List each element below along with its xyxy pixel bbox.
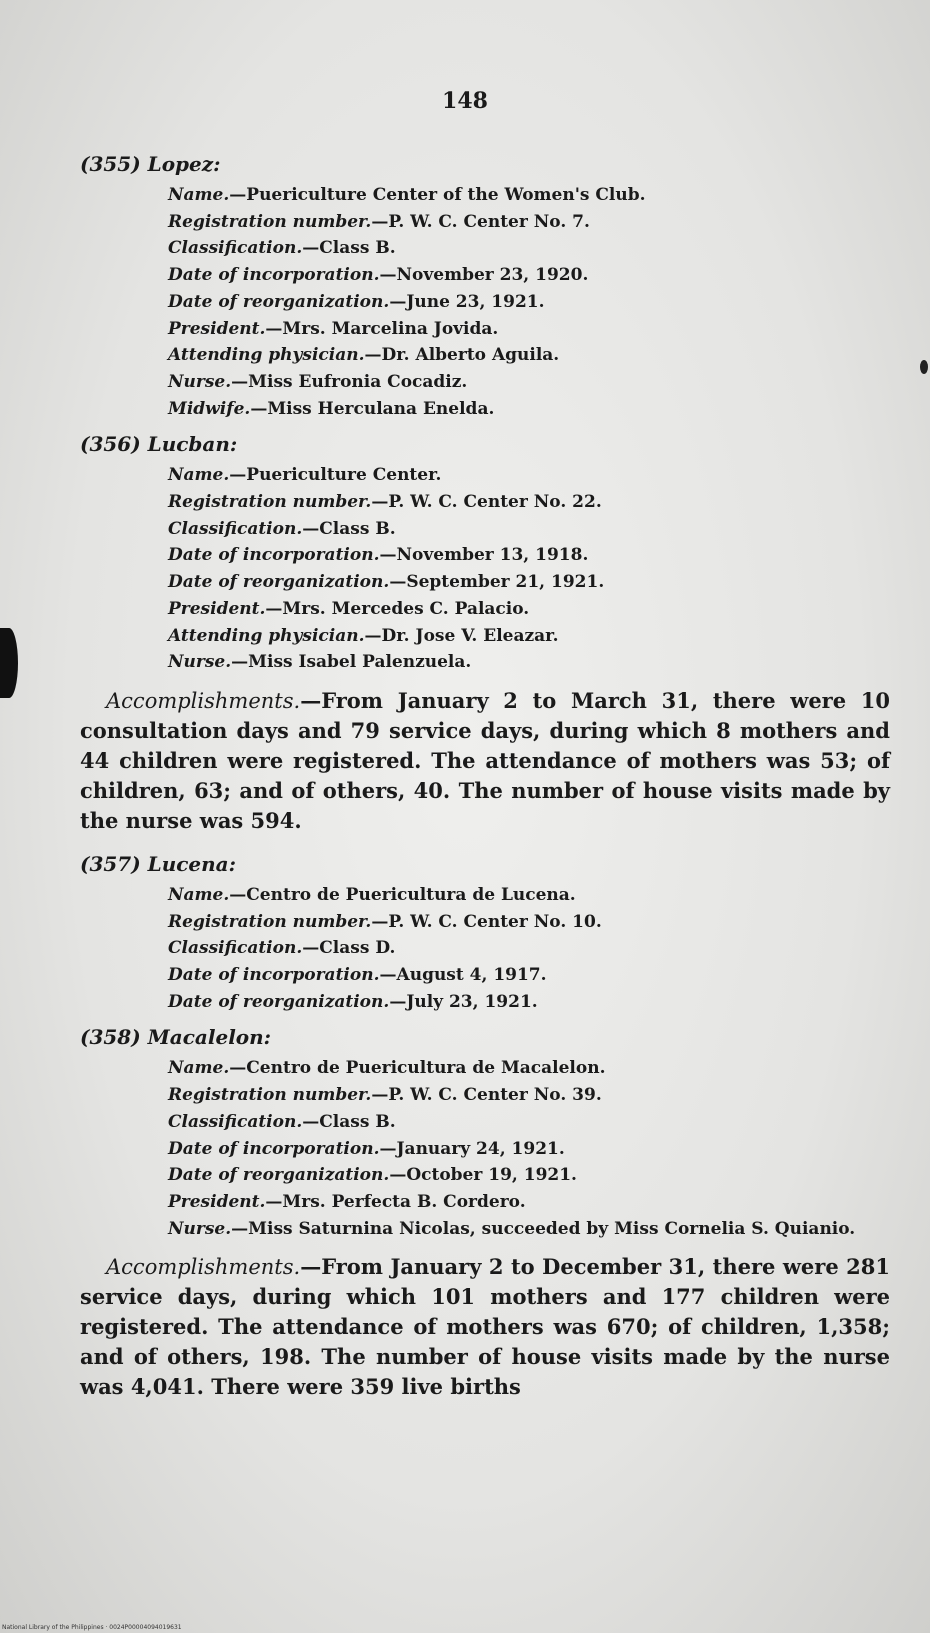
scan-thumb-shadow [0,628,18,698]
entry-356 [80,432,890,836]
accomplishments-paragraph: Accomplishments.—From January 2 to March 31, there were 10 consultation days and 79 service days, during which 8 mothers and 44 children were registered. The attendance of mothers was 53; of children, 63; and of others, 40. The number of house visits made by the nurse was 594. [80,687,890,833]
field-registration-number: Registration number.—P. W. C. Center No. 10. [168,911,602,932]
entry-title: (358) Macalelon: [80,1025,272,1050]
field-registration-number: Registration number.—P. W. C. Center No. 39. [168,1085,602,1106]
field-date-of-incorporation: Date of incorporation.—November 13, 1918. [168,545,589,566]
field-date-of-incorporation: Date of incorporation.—August 4, 1917. [168,965,547,986]
field-classification: Classification.—Class B. [168,238,396,259]
entry-fields [168,882,890,1016]
field-attending-physician: Attending physician.—Dr. Alberto Aguila. [168,345,560,366]
entry-fields [168,182,890,422]
entry-357 [80,852,890,1016]
field-date-of-reorganization: Date of reorganization.—October 19, 1921. [168,1165,577,1186]
field-president: President.—Mrs. Mercedes C. Palacio. [168,598,530,619]
scan-footer-credit: National Library of the Philippines · 0024P00004094019631 [2,1624,182,1631]
field-name: Name.—Centro de Puericultura de Macalelon. [168,1058,606,1079]
field-classification: Classification.—Class B. [168,1111,396,1132]
field-date-of-incorporation: Date of incorporation.—January 24, 1921. [168,1138,565,1159]
field-date-of-reorganization: Date of reorganization.—June 23, 1921. [168,291,545,312]
field-nurse: Nurse.—Miss Eufronia Cocadiz. [168,371,468,392]
entry-title: (357) Lucena: [80,851,237,876]
page-content [80,152,890,1418]
field-date-of-reorganization: Date of reorganization.—July 23, 1921. [168,991,538,1012]
entry-358 [80,1025,890,1402]
scan-edge-mark [920,360,928,374]
field-midwife: Midwife.—Miss Herculana Enelda. [168,398,495,419]
entry-355 [80,152,890,422]
field-registration-number: Registration number.—P. W. C. Center No. 22. [168,492,602,513]
field-nurse: Nurse.—Miss Saturnina Nicolas, succeeded by Miss Cornelia S. Quianio. [168,1218,856,1239]
entry-fields [168,462,890,676]
field-nurse: Nurse.—Miss Isabel Palenzuela. [168,652,472,673]
entry-fields [168,1055,890,1242]
field-name: Name.—Puericulture Center. [168,465,442,486]
field-attending-physician: Attending physician.—Dr. Jose V. Eleazar. [168,625,559,646]
field-date-of-incorporation: Date of incorporation.—November 23, 1920. [168,265,589,286]
accomplishments-paragraph: Accomplishments.—From January 2 to December 31, there were 281 service days, during which 101 mothers and 177 children were registered. The attendance of mothers was 670; of children, 1,358; and of others, 198. The number of house visits made by the nurse was 4,041. There were 359 live births [80,1254,890,1400]
field-name: Name.—Puericulture Center of the Women's Club. [168,185,646,205]
field-president: President.—Mrs. Perfecta B. Cordero. [168,1191,526,1212]
entry-title: (356) Lucban: [80,432,238,457]
field-president: President.—Mrs. Marcelina Jovida. [168,318,499,339]
field-classification: Classification.—Class D. [168,938,396,959]
field-classification: Classification.—Class B. [168,518,396,539]
field-date-of-reorganization: Date of reorganization.—September 21, 1921. [168,572,605,593]
entry-title: (355) Lopez: [80,152,221,176]
page-number: 148 [442,88,488,114]
field-registration-number: Registration number.—P. W. C. Center No. 7. [168,211,590,232]
field-name: Name.—Centro de Puericultura de Lucena. [168,884,576,905]
